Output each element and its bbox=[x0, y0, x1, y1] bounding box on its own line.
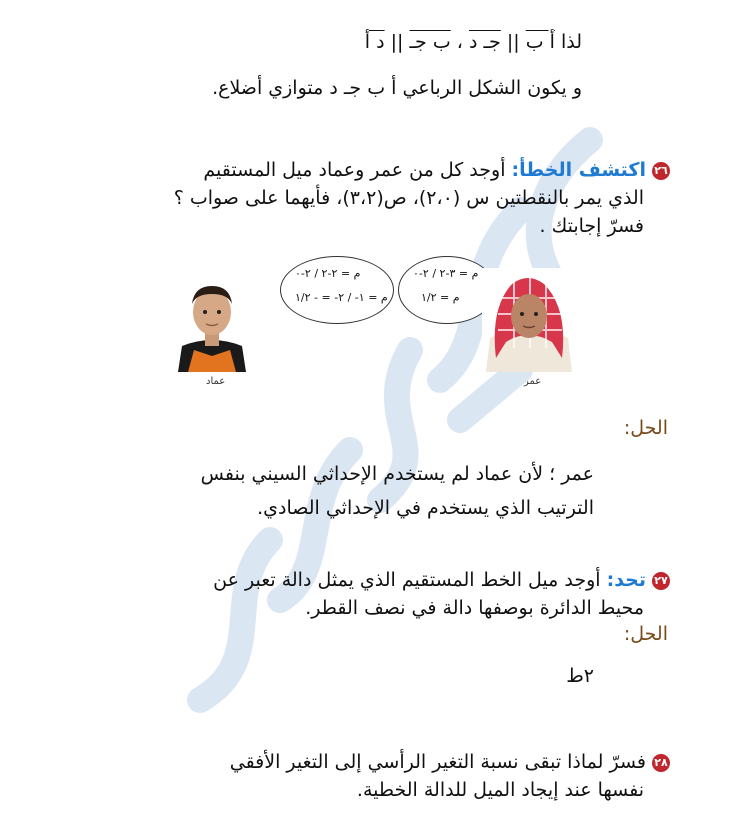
question-28-line-2: نفسها عند إيجاد الميل للدالة الخطية. bbox=[356, 779, 644, 801]
question-26-number-badge: ٢٦ bbox=[652, 162, 670, 180]
question-27-keyword: تحد: bbox=[606, 569, 646, 591]
question-28-number-badge: ٢٨ bbox=[652, 754, 670, 772]
imad-photo bbox=[172, 276, 252, 372]
intro-line-1: لذا أ ب || جـ د ، ب جـ || د أ bbox=[364, 31, 582, 53]
imad-bubble-line-2: م = ١- / ٢- = - ١/٢ bbox=[295, 291, 388, 304]
omar-name-caption: عمر bbox=[524, 376, 542, 387]
question-27-line-2: محيط الدائرة بوصفها دالة في نصف القطر. bbox=[305, 597, 644, 619]
question-26-line-2: الذي يمر بالنقطتين س (٢،٠)، ص(٣،٢)، فأيهما على صواب ؟ bbox=[173, 187, 644, 209]
question-26-keyword: اكتشف الخطأ: bbox=[511, 159, 646, 181]
omar-bubble-line-1: م = ٣-٢ / ٢-٠ bbox=[413, 267, 479, 280]
imad-speech-bubble bbox=[280, 256, 394, 324]
omar-bubble-line-2: م = ١/٢ bbox=[421, 291, 460, 304]
question-27-line-1: ٢٧تحد: أوجد ميل الخط المستقيم الذي يمثل دالة تعبر عن bbox=[213, 568, 670, 592]
imad-name-caption: عماد bbox=[206, 376, 226, 387]
question-27-number-badge: ٢٧ bbox=[652, 572, 670, 590]
imad-bubble-line-1: م = ٢-٢ / ٢-٠ bbox=[295, 267, 361, 280]
omar-photo bbox=[482, 268, 574, 372]
solution-26-line-2: الترتيب الذي يستخدم في الإحداثي الصادي. bbox=[257, 497, 594, 519]
question-28-line-1: ٢٨فسرّ لماذا تبقى نسبة التغير الرأسي إلى التغير الأفقي bbox=[230, 750, 670, 774]
watermark-logo bbox=[160, 120, 630, 720]
solution-26-label: الحل: bbox=[623, 417, 668, 439]
question-26-line-1: ٢٦اكتشف الخطأ: أوجد كل من عمر وعماد ميل المستقيم bbox=[203, 158, 670, 182]
solution-27-label: الحل: bbox=[623, 623, 668, 645]
intro-line-2: و يكون الشكل الرباعي أ ب جـ د متوازي أضلاع. bbox=[212, 77, 582, 99]
question-26-line-3: فسرّ إجابتك . bbox=[539, 215, 644, 237]
solution-26-line-1: عمر ؛ لأن عماد لم يستخدم الإحداثي السيني بنفس bbox=[200, 463, 594, 485]
solution-27-answer: ٢ط bbox=[566, 665, 594, 687]
